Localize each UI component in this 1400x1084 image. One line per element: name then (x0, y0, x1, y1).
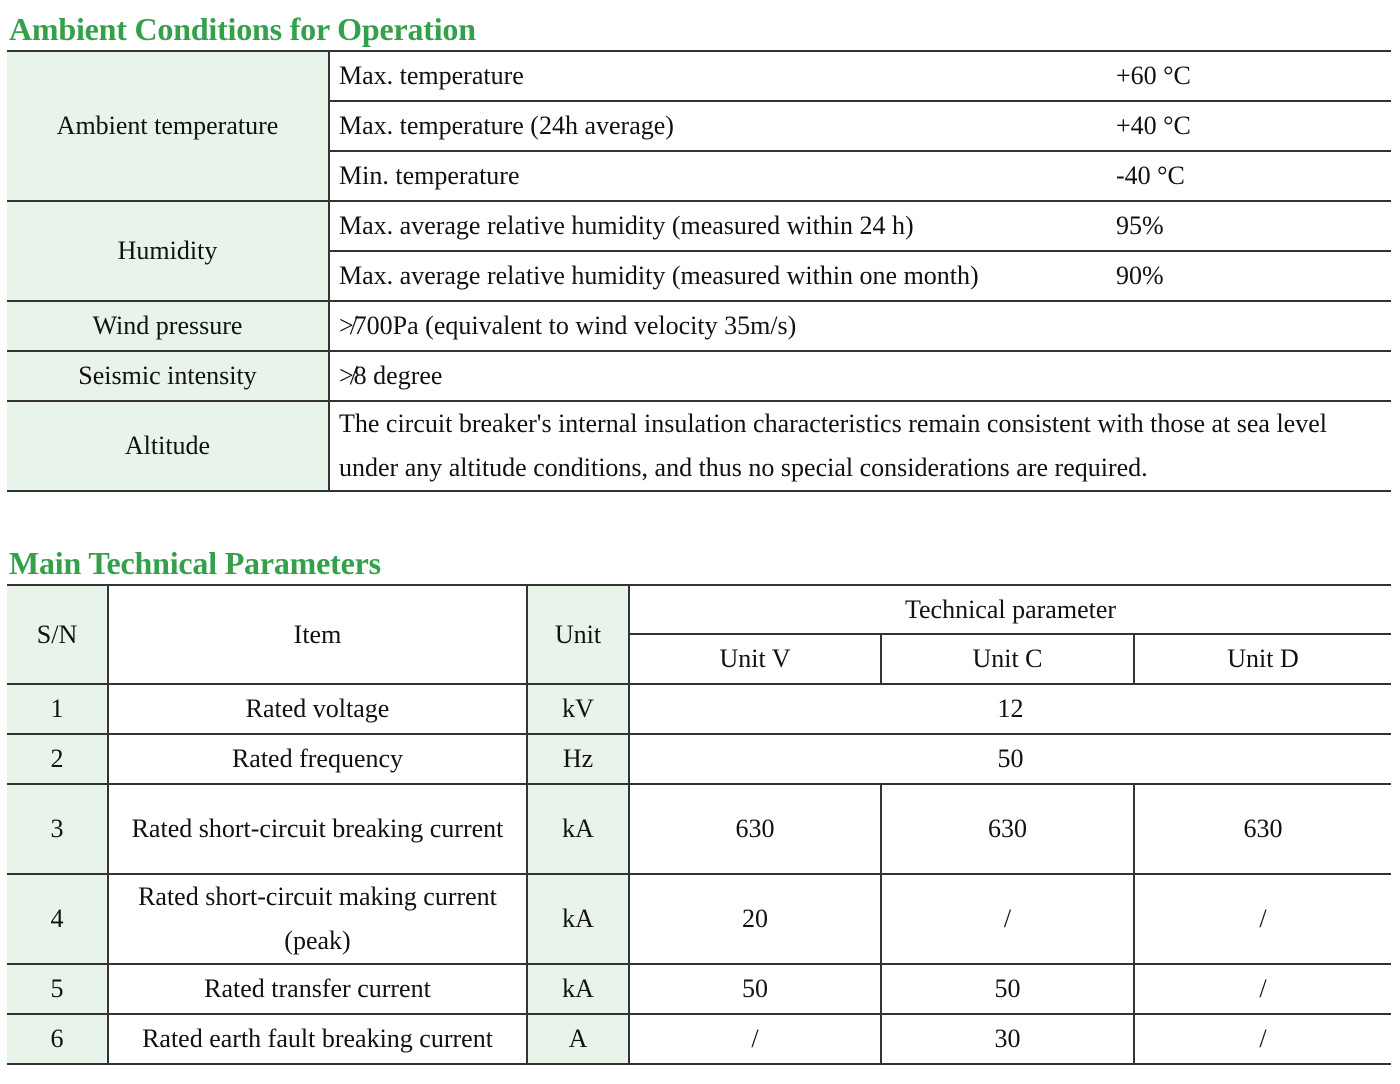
condition-value: 95% (1107, 201, 1391, 251)
condition-value: ≯8 degree (329, 351, 1391, 401)
category-cell: Altitude (7, 401, 329, 491)
item-cell: Rated short-circuit breaking current (108, 784, 527, 874)
table-row (7, 874, 1391, 964)
unit-cell: kA (527, 874, 629, 964)
table-row (7, 301, 1391, 351)
sn-cell: 5 (7, 964, 108, 1014)
value-cell: 630 (629, 784, 881, 874)
condition-value: +40 °C (1107, 101, 1391, 151)
unit-cell: kA (527, 784, 629, 874)
item-cell: Rated transfer current (108, 964, 527, 1014)
sn-cell: 2 (7, 734, 108, 784)
unit-cell: A (527, 1014, 629, 1064)
table-row (7, 351, 1391, 401)
table-row (7, 1014, 1391, 1064)
sn-cell: 6 (7, 1014, 108, 1064)
unit-cell: kV (527, 684, 629, 734)
item-cell: Rated short-circuit making current (peak) (108, 874, 527, 964)
unit-cell: kA (527, 964, 629, 1014)
category-cell: Wind pressure (7, 301, 329, 351)
condition-label: Max. average relative humidity (measured within 24 h) (329, 201, 1107, 251)
table-row (7, 784, 1391, 874)
value-cell: 20 (629, 874, 881, 964)
condition-value: ≯700Pa (equivalent to wind velocity 35m/s) (329, 301, 1391, 351)
value-cell: / (881, 874, 1134, 964)
value-cell: 50 (629, 964, 881, 1014)
header-sn: S/N (7, 585, 108, 684)
technical-parameters-table (7, 584, 1391, 1065)
value-cell: / (1134, 1014, 1391, 1064)
condition-value: +60 °C (1107, 51, 1391, 101)
sn-cell: 3 (7, 784, 108, 874)
condition-label: Max. temperature (329, 51, 1107, 101)
value-cell: 50 (881, 964, 1134, 1014)
category-cell: Seismic intensity (7, 351, 329, 401)
condition-label: Max. average relative humidity (measured within one month) (329, 251, 1107, 301)
value-cell: 50 (629, 734, 1391, 784)
sn-cell: 4 (7, 874, 108, 964)
condition-label: Max. temperature (24h average) (329, 101, 1107, 151)
value-cell: / (1134, 964, 1391, 1014)
condition-value: -40 °C (1107, 151, 1391, 201)
value-cell: / (1134, 874, 1391, 964)
main-technical-parameters-title: Main Technical Parameters (9, 545, 381, 581)
ambient-conditions-table (7, 50, 1391, 492)
value-cell: 30 (881, 1014, 1134, 1064)
category-cell: Ambient temperature (7, 51, 329, 201)
value-cell: 630 (1134, 784, 1391, 874)
value-cell: 630 (881, 784, 1134, 874)
value-cell: / (629, 1014, 881, 1064)
item-cell: Rated frequency (108, 734, 527, 784)
header-unit-c: Unit C (881, 634, 1134, 684)
item-cell: Rated voltage (108, 684, 527, 734)
header-technical-parameter: Technical parameter (629, 585, 1391, 634)
table-row (7, 51, 1391, 101)
condition-label: Min. temperature (329, 151, 1107, 201)
header-row (7, 585, 1391, 634)
condition-value: 90% (1107, 251, 1391, 301)
condition-value: The circuit breaker's internal insulation characteristics remain consistent with those at sea level under any altitude conditions, and thus no special considerations are required. (329, 401, 1391, 491)
header-unit: Unit (527, 585, 629, 684)
header-item: Item (108, 585, 527, 684)
table-row (7, 684, 1391, 734)
value-cell: 12 (629, 684, 1391, 734)
header-unit-v: Unit V (629, 634, 881, 684)
table-row (7, 964, 1391, 1014)
sn-cell: 1 (7, 684, 108, 734)
category-cell: Humidity (7, 201, 329, 301)
item-cell: Rated earth fault breaking current (108, 1014, 527, 1064)
table-row (7, 201, 1391, 251)
unit-cell: Hz (527, 734, 629, 784)
ambient-conditions-title: Ambient Conditions for Operation (9, 11, 476, 47)
table-row (7, 401, 1391, 491)
table-row (7, 734, 1391, 784)
header-unit-d: Unit D (1134, 634, 1391, 684)
